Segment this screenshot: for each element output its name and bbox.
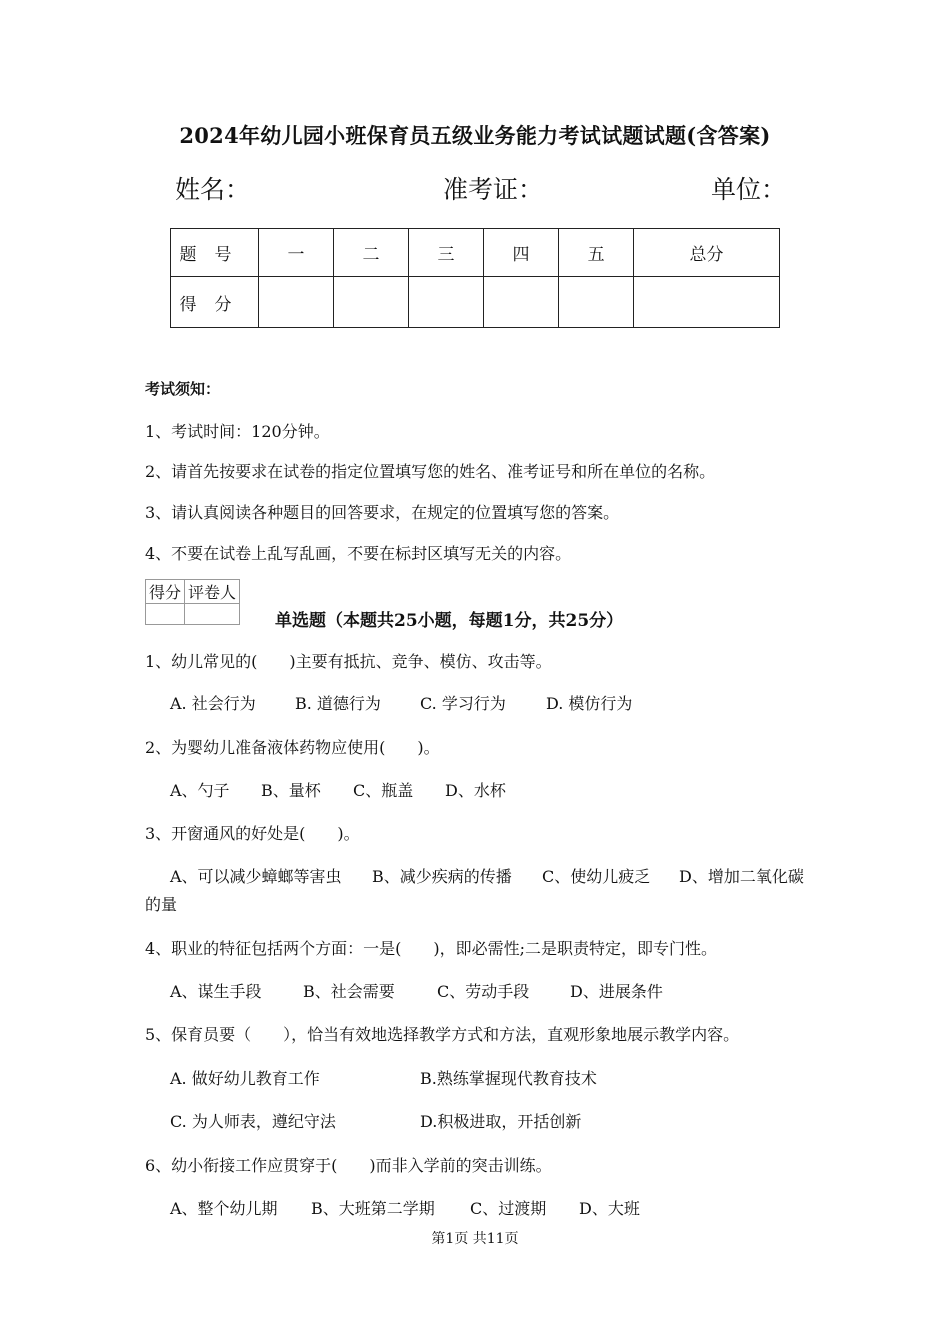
score-table-row-label: 题号	[171, 229, 259, 277]
question-option: C. 学习行为	[420, 694, 506, 713]
grader-box	[145, 579, 240, 625]
question-stem: 3、开窗通风的好处是( )。	[145, 824, 360, 843]
score-table-header-row	[171, 229, 780, 277]
question-option: B、社会需要	[303, 982, 395, 1001]
grader-box-score-label: 得分	[146, 580, 185, 604]
question-option: B、减少疾病的传播	[372, 867, 512, 886]
question-option: D. 模仿行为	[546, 694, 633, 713]
grader-box-score-cell[interactable]	[146, 604, 185, 625]
score-table-score-row	[171, 277, 780, 328]
question-stem: 5、保育员要（ ），恰当有效地选择教学方式和方法，直观形象地展示教学内容。	[145, 1025, 740, 1044]
score-table-header-cell: 五	[559, 229, 634, 277]
page-footer: 第1页 共11页	[431, 1231, 519, 1247]
question-option: A. 做好幼儿教育工作	[170, 1069, 320, 1088]
name-field-label: 姓名：	[175, 175, 251, 204]
note-item: 2、请首先按要求在试卷的指定位置填写您的姓名、准考证号和所在单位的名称。	[145, 462, 716, 481]
score-cell[interactable]	[484, 277, 559, 328]
question-stem: 4、职业的特征包括两个方面：一是( )，即必需性;二是职责特定，即专门性。	[145, 939, 718, 958]
question-option: A、可以减少蟑螂等害虫	[170, 867, 342, 886]
score-cell[interactable]	[634, 277, 780, 328]
score-table	[170, 228, 780, 328]
question-option: D、增加二氧化碳	[679, 867, 804, 886]
score-table-header-cell: 总分	[634, 229, 780, 277]
question-option: C、瓶盖	[353, 781, 414, 800]
question-option: B.熟练掌握现代教育技术	[420, 1069, 597, 1088]
score-table-row-label: 得分	[171, 277, 259, 328]
question-option: C、劳动手段	[437, 982, 530, 1001]
question-option: B. 道德行为	[295, 694, 381, 713]
grader-box-grader-cell[interactable]	[185, 604, 240, 625]
question-option: A. 社会行为	[170, 694, 256, 713]
score-table-header-cell: 一	[259, 229, 334, 277]
question-option: A、谋生手段	[170, 982, 262, 1001]
question-stem: 6、幼小衔接工作应贯穿于( )而非入学前的突击训练。	[145, 1156, 552, 1175]
score-cell[interactable]	[259, 277, 334, 328]
question-option: A、整个幼儿期	[170, 1199, 278, 1218]
score-cell[interactable]	[334, 277, 409, 328]
question-option: A、勺子	[170, 781, 230, 800]
score-table-header-cell: 三	[409, 229, 484, 277]
score-table-header-cell: 四	[484, 229, 559, 277]
unit-field-label: 单位：	[711, 175, 787, 204]
score-cell[interactable]	[409, 277, 484, 328]
score-table-header-cell: 二	[334, 229, 409, 277]
notes-heading: 考试须知：	[145, 380, 221, 398]
question-option: D.积极进取，开括创新	[420, 1112, 582, 1131]
section-title: 单选题（本题共25小题，每题1分，共25分）	[275, 611, 624, 631]
question-option: D、水杯	[445, 781, 506, 800]
question-option-continuation: 的量	[145, 895, 178, 914]
question-option: B、大班第二学期	[311, 1199, 435, 1218]
score-cell[interactable]	[559, 277, 634, 328]
question-option: C. 为人师表，遵纪守法	[170, 1112, 336, 1131]
question-option: B、量杯	[261, 781, 321, 800]
question-stem: 1、幼儿常见的( )主要有抵抗、竞争、模仿、攻击等。	[145, 652, 552, 671]
page-title: 2024年幼儿园小班保育员五级业务能力考试试题试题(含答案)	[179, 123, 771, 148]
exam-id-field-label: 准考证：	[443, 175, 544, 204]
note-item: 4、不要在试卷上乱写乱画，不要在标封区填写无关的内容。	[145, 544, 572, 563]
grader-box-grader-label: 评卷人	[185, 580, 240, 604]
question-option: D、大班	[579, 1199, 640, 1218]
question-option: C、使幼儿疲乏	[542, 867, 651, 886]
question-stem: 2、为婴幼儿准备液体药物应使用( )。	[145, 738, 440, 757]
question-option: C、过渡期	[470, 1199, 547, 1218]
note-item: 1、考试时间：120分钟。	[145, 422, 330, 441]
note-item: 3、请认真阅读各种题目的回答要求，在规定的位置填写您的答案。	[145, 503, 620, 522]
question-option: D、进展条件	[570, 982, 663, 1001]
